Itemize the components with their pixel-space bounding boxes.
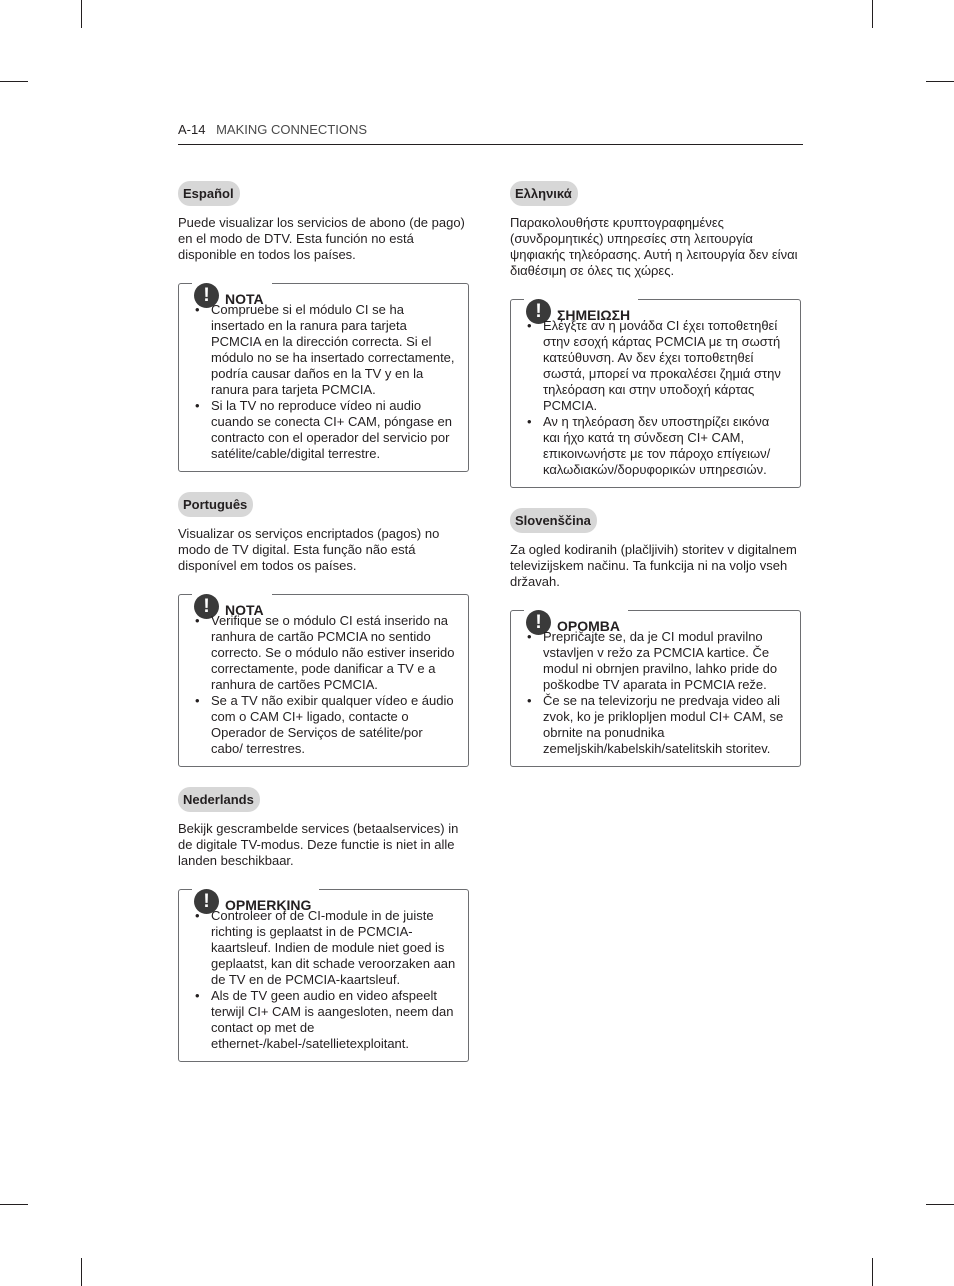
note-list (193, 613, 456, 757)
note-item: • Si la TV no reproduce vídeo ni audio cuando se conecta CI+ CAM, póngase en contracto con el operador del servicio por satélite/cable/digital terrestre. (193, 398, 456, 462)
note-item: • Ελέγξτε αν η μονάδα CI έχει τοποθετηθεί στην εσοχή κάρτας PCMCIA με τη σωστή κατεύθυνση. Αν δεν έχει τοποθετηθεί σωστά, μπορεί να προκαλέσει ζημιά στην τηλεόραση και στην υποδοχή κάρτας PCMCIA. (525, 318, 788, 414)
warning-icon: ! (194, 889, 219, 914)
right-column (510, 181, 801, 787)
note-title: NOTA (225, 290, 264, 307)
page-number: A-14 (178, 122, 206, 137)
header-rule (178, 144, 803, 145)
note-box (510, 610, 801, 767)
warning-icon: ! (526, 299, 551, 324)
crop-mark (926, 81, 954, 82)
note-list (525, 629, 788, 757)
note-box (178, 283, 469, 472)
language-label: Ελληνικά (510, 181, 578, 206)
note-list (193, 302, 456, 462)
note-list (193, 908, 456, 1052)
note-title: OPOMBA (557, 617, 620, 634)
section-description: Visualizar os serviços encriptados (pagos) no modo de TV digital. Esta função não está disponível em todos os países. (178, 526, 440, 573)
note-item: • Αν η τηλεόραση δεν υποστηρίζει εικόνα και ήχο κατά τη σύνδεση CI+ CAM, επικοινωνήστε με τον πάροχο επίγειων/καλωδιακών/δορυφορικών υπηρεσιών. (525, 414, 788, 478)
section-pt (178, 492, 469, 767)
section-description: Za ogled kodiranih (plačljivih) storitev v digitalnem televizijskem načinu. Ta funkcija ni na voljo vseh državah. (510, 542, 797, 589)
warning-icon: ! (526, 610, 551, 635)
note-box (178, 889, 469, 1062)
section-description: Bekijk gescrambelde services (betaalservices) in de digitale TV-modus. Deze functie is niet in alle landen beschikbaar. (178, 821, 459, 868)
note-item: • Se a TV não exibir qualquer vídeo e áudio com o CAM CI+ ligado, contacte o Operador de Serviços de satélite/por cabo/ terrestres. (193, 693, 456, 757)
section-title: MAKING CONNECTIONS (216, 122, 368, 137)
language-label: Español (178, 181, 240, 206)
note-item: • Verifique se o módulo CI está inserido na ranhura de cartão PCMCIA no sentido correcto. Se o módulo não estiver inserido correctamente, pode danificar a TV e a ranhura de cartões PCMCIA. (193, 613, 456, 693)
warning-icon: ! (194, 283, 219, 308)
crop-mark (81, 1258, 82, 1286)
note-title: NOTA (225, 601, 264, 618)
left-column (178, 181, 469, 1082)
crop-mark (0, 81, 28, 82)
language-label: Nederlands (178, 787, 260, 812)
section-nl (178, 787, 469, 1062)
page-header (178, 122, 803, 137)
section-description: Παρακολουθήστε κρυπτογραφημένες (συνδρομητικές) υπηρεσίες στη λειτουργία ψηφιακής τηλεόρασης. Αυτή η λειτουργία δεν είναι διαθέσιμη σε όλες τις χώρες. (510, 215, 798, 278)
section-el (510, 181, 801, 488)
crop-mark (872, 1258, 873, 1286)
note-item: • Če se na televizorju ne predvaja video ali zvok, ko je priklopljen modul CI+ CAM, se obrnite na ponudnika zemeljskih/kabelskih/satelitskih storitev. (525, 693, 788, 757)
note-box (178, 594, 469, 767)
note-item: • Controleer of de CI-module in de juiste richting is geplaatst in de PCMCIA-kaartsleuf. Indien de module niet goed is geplaatst, kan dit schade veroorzaken aan de TV en de PCMCIA-kaartsleuf. (193, 908, 456, 988)
warning-icon: ! (194, 594, 219, 619)
note-item: • Prepričajte se, da je CI modul pravilno vstavljen v režo za PCMCIA kartice. Če modul ni obrnjen pravilno, lahko pride do poškodbe TV aparata in PCMCIA reže. (525, 629, 788, 693)
language-label: Slovenščina (510, 508, 597, 533)
section-description: Puede visualizar los servicios de abono (de pago) en el modo de DTV. Esta función no está disponible en todos los países. (178, 215, 465, 262)
note-item: • Als de TV geen audio en video afspeelt terwijl CI+ CAM is aangesloten, neem dan contact op met de ethernet-/kabel-/satellietexploitant. (193, 988, 456, 1052)
crop-mark (872, 0, 873, 28)
note-item: • Compruebe si el módulo CI se ha insertado en la ranura para tarjeta PCMCIA en la dirección correcta. Si el módulo no se ha insertado correctamente, podría causar daños en la TV y en la ranura para tarjeta PCMCIA. (193, 302, 456, 398)
note-title: ΣΗΜΕΙΩΣΗ (557, 306, 631, 323)
crop-mark (0, 1204, 28, 1205)
note-box (510, 299, 801, 488)
language-label: Português (178, 492, 253, 517)
section-es (178, 181, 469, 472)
section-sl (510, 508, 801, 767)
note-title: OPMERKING (225, 896, 312, 913)
note-list (525, 318, 788, 478)
crop-mark (81, 0, 82, 28)
crop-mark (926, 1204, 954, 1205)
